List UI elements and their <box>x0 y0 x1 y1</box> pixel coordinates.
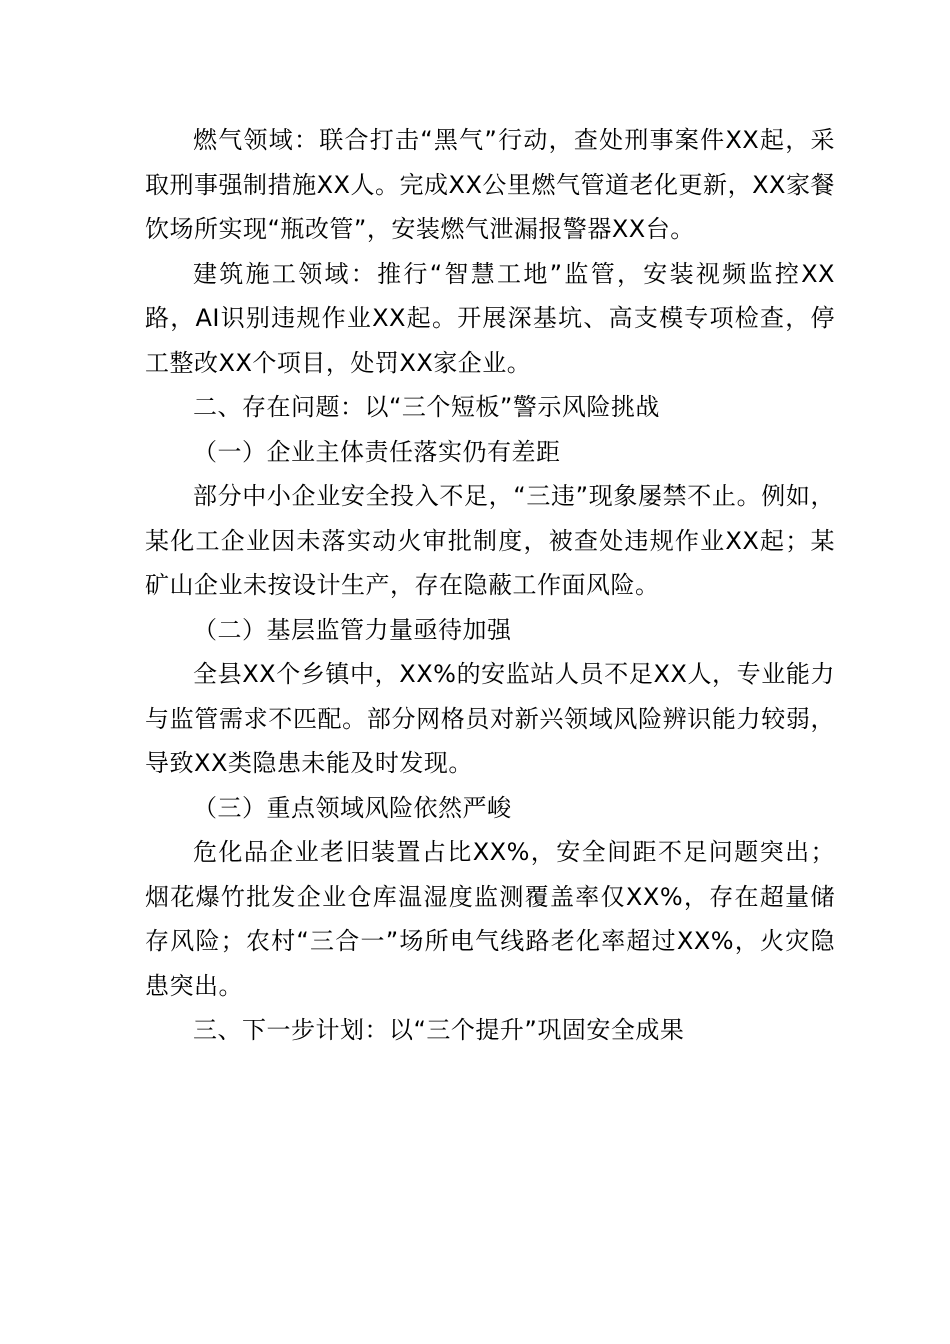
subheading-key-area-risks: （三）重点领域风险依然严峻 <box>193 793 512 822</box>
section-heading-next-steps: 三、下一步计划：以“三个提升”巩固安全成果 <box>193 1016 685 1044</box>
paragraph-gas-sector: 燃气领域：联合打击“黑气”行动，查处刑事案件XX起，采取刑事强制措施XX人。完成XX公里燃气管道老化更新，XX家餐饮场所实现“瓶改管”，安装燃气泄漏报警器XX台。 <box>145 126 835 243</box>
paragraph-key-area-risks: 危化品企业老旧装置占比XX%，安全间距不足问题突出；烟花爆竹批发企业仓库温湿度监测覆盖率仅XX%，存在超量储存风险；农村“三合一”场所电气线路老化率超过XX%，火灾隐患突出。 <box>145 838 835 1000</box>
subheading-grassroots-supervision: （二）基层监管力量亟待加强 <box>193 615 512 644</box>
paragraph-enterprise-responsibility: 部分中小企业安全投入不足，“三违”现象屡禁不止。例如，某化工企业因未落实动火审批制度，被查处违规作业XX起；某矿山企业未按设计生产，存在隐蔽工作面风险。 <box>145 482 835 599</box>
section-heading-problems: 二、存在问题：以“三个短板”警示风险挑战 <box>193 393 660 421</box>
document-body <box>145 118 835 1053</box>
paragraph-grassroots-supervision: 全县XX个乡镇中，XX%的安监站人员不足XX人，专业能力与监管需求不匹配。部分网格员对新兴领域风险辨识能力较弱，导致XX类隐患未能及时发现。 <box>145 660 835 777</box>
paragraph-construction-sector: 建筑施工领域：推行“智慧工地”监管，安装视频监控XX路，AI识别违规作业XX起。开展深基坑、高支模专项检查，停工整改XX个项目，处罚XX家企业。 <box>145 259 835 377</box>
subheading-enterprise-responsibility: （一）企业主体责任落实仍有差距 <box>193 437 561 466</box>
